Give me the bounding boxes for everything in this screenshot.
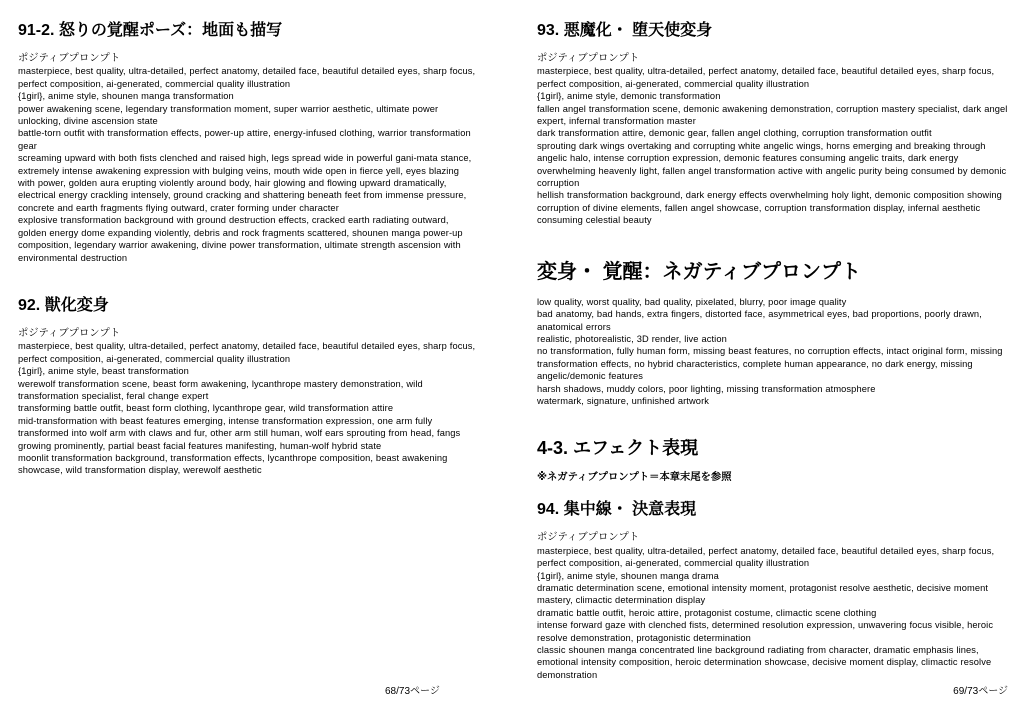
prompt-paragraph: masterpiece, best quality, ultra-detailed, perfect anatomy, detailed face, beautiful detailed eyes, sharp focus, perfect composition, ai-generated, commercial quality illustration xyxy=(18,66,476,89)
negative-prompt-paragraph: bad anatomy, bad hands, extra fingers, distorted face, asymmetrical eyes, bad proportions, poorly drawn, anatomical errors xyxy=(537,309,982,332)
prompt-paragraph: masterpiece, best quality, ultra-detailed, perfect anatomy, detailed face, beautiful detailed eyes, sharp focus, perfect composition, ai-generated, commercial quality illustration xyxy=(537,66,995,89)
section-92-heading: 92. 獣化変身 xyxy=(18,296,109,314)
positive-prompt-label: ポジティブプロンプト xyxy=(537,53,640,64)
negative-prompt-paragraph: watermark, signature, unfinished artwork xyxy=(537,395,710,406)
negative-prompt-paragraph: realistic, photorealistic, 3D render, live action xyxy=(537,333,727,344)
left-page xyxy=(18,0,477,477)
chapter-4-3-heading: 4-3. エフェクト表現 xyxy=(537,438,699,459)
prompt-paragraph: dramatic battle outfit, heroic attire, protagonist costume, climactic scene clothing xyxy=(537,607,877,618)
positive-prompt-label: ポジティブプロンプト xyxy=(18,53,121,64)
negative-prompt-paragraph: no transformation, fully human form, missing beast features, no corruption effects, intact original form, missing transformation effects, no hybrid characteristics, complete human appearance, no dark energy, missing angelic/demonic features xyxy=(537,346,1003,382)
negative-prompt-paragraph: harsh shadows, muddy colors, poor lighting, missing transformation atmosphere xyxy=(537,383,876,394)
prompt-paragraph: mid-transformation with beast features emerging, intense transformation expression, one arm fully transformed into wolf arm with claws and fur, other arm still human, wolf ears sprouting from head, fangs growing prominently, partial beast facial features manifesting, human-wolf hybrid state xyxy=(18,415,461,451)
prompt-paragraph: fallen angel transformation scene, demonic awakening demonstration, corruption mastery specialist, dark angel expert, infernal transformation master xyxy=(537,103,1008,127)
prompt-paragraph: {1girl}, anime style, beast transformation xyxy=(18,366,189,377)
prompt-paragraph: {1girl}, anime style, shounen manga transformation xyxy=(18,91,234,102)
prompt-paragraph: moonlit transformation background, transformation effects, lycanthrope composition, beast awakening showcase, wild transformation display, werewolf aesthetic xyxy=(18,452,448,476)
prompt-paragraph: masterpiece, best quality, ultra-detailed, perfect anatomy, detailed face, beautiful detailed eyes, sharp focus, perfect composition, ai-generated, commercial quality illustration xyxy=(18,341,476,364)
prompt-paragraph: werewolf transformation scene, beast form awakening, lycanthrope mastery demonstration, wild transformation specialist, feral change expert xyxy=(18,378,423,401)
prompt-paragraph: {1girl}, anime style, shounen manga drama xyxy=(537,570,719,581)
left-page-number: 68/73ページ xyxy=(385,686,440,697)
prompt-paragraph: {1girl}, anime style, demonic transformation xyxy=(537,91,721,102)
section-94-heading: 94. 集中線・ 決意表現 xyxy=(537,501,697,519)
negative-prompt-reference-note: ※ネガティブプロンプト＝本章末尾を参照 xyxy=(537,472,732,484)
positive-prompt-label: ポジティブプロンプト xyxy=(18,327,121,339)
prompt-paragraph: masterpiece, best quality, ultra-detailed, perfect anatomy, detailed face, beautiful detailed eyes, sharp focus, perfect composition, ai-generated, commercial quality illustration xyxy=(537,545,995,569)
negative-prompt-paragraph: low quality, worst quality, bad quality, pixelated, blurry, poor image quality xyxy=(537,296,847,307)
prompt-paragraph: hellish transformation background, dark energy effects overwhelming holy light, demonic composition showing corruption of divine elements, fallen angel showcase, corruption transformation display, infernal aesthetic consuming celestial beauty xyxy=(537,190,1002,226)
prompt-paragraph: dramatic determination scene, emotional intensity moment, protagonist resolve aesthetic, decisive moment mastery, climactic determination display xyxy=(537,582,989,606)
right-page xyxy=(537,0,1008,681)
prompt-paragraph: intense forward gaze with clenched fists, determined resolution expression, unwavering focus visible, heroic resolve demonstration, protagonistic determination xyxy=(537,620,994,643)
prompt-paragraph: dark transformation attire, demonic gear, fallen angel clothing, corruption transformation outfit xyxy=(537,128,932,139)
prompt-paragraph: screaming upward with both fists clenched and raised high, legs spread wide in powerful gani-mata stance, extremely intense awakening expression with bulging veins, mouth wide open in fierce yell, eyes blazing with power, golden aura erupting violently around body, hair glowing and flowing upward dramatically, electrical energy crackling intensely, ground cracking and shattering beneath feet from immense pressure, concrete and earth fragments flying outward, crater forming under character xyxy=(18,153,472,213)
prompt-paragraph: explosive transformation background with ground destruction effects, cracked earth radiating outward, golden energy dome expanding violently, debris and rock fragments scattered, shounen manga power-up composition, legendary warrior awakening, divine power transformation, ultimate strength ascension with environmental destruction xyxy=(18,215,463,263)
prompt-paragraph: transforming battle outfit, beast form clothing, lycanthrope gear, wild transformation attire xyxy=(18,403,394,414)
positive-prompt-label: ポジティブプロンプト xyxy=(537,532,640,544)
section-93-heading: 93. 悪魔化・ 堕天使変身 xyxy=(537,22,713,39)
right-page-number: 69/73ページ xyxy=(953,686,1008,697)
negative-prompt-heading: 変身・ 覚醒：ネガティブプロンプト xyxy=(537,260,861,283)
prompt-paragraph: sprouting dark wings overtaking and corrupting white angelic wings, horns emerging and breaking through angelic halo, intense corruption expression, demonic features consuming angelic traits, dark energy overwhelming heavenly light, fallen angel transformation active with angelic purity being consumed by demonic corruption xyxy=(537,140,1007,189)
prompt-paragraph: power awakening scene, legendary transformation moment, super warrior aesthetic, ultimate power unlocking, divine ascension state xyxy=(18,103,439,127)
prompt-paragraph: battle-torn outfit with transformation effects, power-up attire, energy-infused clothing, warrior transformation gear xyxy=(18,128,471,151)
section-91-2-heading: 91-2. 怒りの覚醒ポーズ：地面も描写 xyxy=(18,22,283,39)
prompt-paragraph: classic shounen manga concentrated line background radiating from character, dramatic emphasis lines, emotional intensity composition, heroic determination showcase, decisive moment display, climactic resolve demonstration xyxy=(537,645,992,680)
